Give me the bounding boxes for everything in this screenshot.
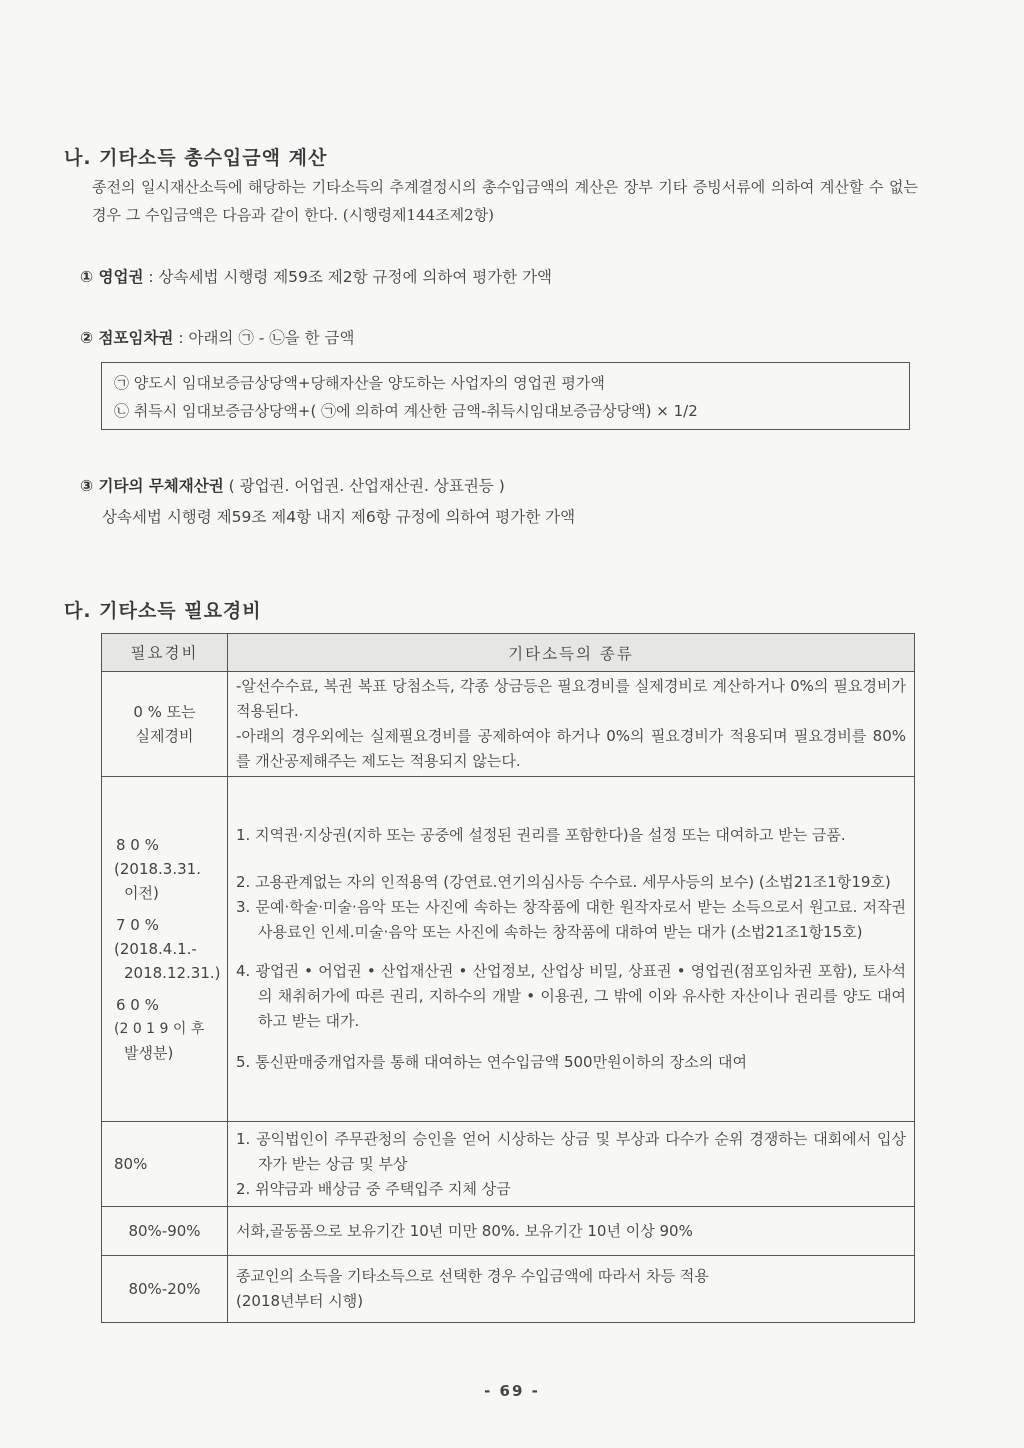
income-text: -아래의 경우외에는 실제필요경비를 공제하여야 하거나 0%의 필요경비가 적용되며 필요경비를 80%를 개산공제해주는 제도는 적용되지 않는다. bbox=[236, 727, 906, 770]
expense-table bbox=[101, 633, 915, 1323]
income-item: 2. 위약금과 배상금 중 주택입주 지체 상금 bbox=[236, 1179, 511, 1198]
item-goodwill-label: ① 영업권 bbox=[80, 268, 144, 286]
period-text: 2018.12.31.) bbox=[124, 964, 221, 982]
period-text: 이전) bbox=[124, 884, 159, 902]
rate-text: 7 0 % bbox=[116, 916, 159, 934]
section-title-da: 다. 기타소득 필요경비 bbox=[64, 600, 262, 622]
period-text: 발생분) bbox=[124, 1044, 174, 1062]
page-number: - 69 - bbox=[484, 1382, 540, 1400]
rate-text: 8 0 % bbox=[116, 836, 159, 854]
income-type-cell bbox=[228, 672, 915, 777]
item-intangible-sub: 상속세법 시행령 제59조 제4항 내지 제6항 규정에 의하여 평가한 가액 bbox=[102, 508, 576, 526]
table-row bbox=[102, 672, 915, 777]
table-header-row bbox=[102, 634, 915, 672]
table-row bbox=[102, 777, 915, 1122]
item-store-lease-label: ② 점포임차권 bbox=[80, 329, 174, 347]
table-row bbox=[102, 1207, 915, 1256]
income-type-cell: 서화,골동품으로 보유기간 10년 미만 80%. 보유기간 10년 이상 90% bbox=[228, 1207, 915, 1256]
rate-cell bbox=[102, 672, 228, 777]
income-type-cell bbox=[228, 1256, 915, 1323]
section-title-na: 나. 기타소득 총수입금액 계산 bbox=[64, 147, 328, 169]
item-store-lease-text: : 아래의 ㉠ - ㉡을 한 금액 bbox=[173, 329, 355, 347]
table-row bbox=[102, 1256, 915, 1323]
item-goodwill bbox=[80, 265, 552, 287]
income-type-cell bbox=[228, 777, 915, 1122]
income-text: -알선수수료, 복권 복표 당첨소득, 각종 상금등은 필요경비를 실제경비로 계산하거나 0%의 필요경비가 적용된다. bbox=[236, 677, 906, 720]
rate-cell: 80%-20% bbox=[102, 1256, 228, 1323]
item-intangible bbox=[80, 474, 505, 496]
rate-cell: 80% bbox=[102, 1122, 228, 1207]
rate-text: 0 % 또는 bbox=[133, 703, 196, 721]
table-row bbox=[102, 1122, 915, 1207]
item-goodwill-text: : 상속세법 시행령 제59조 제2항 규정에 의하여 평가한 가액 bbox=[143, 268, 553, 286]
rate-cell bbox=[102, 777, 228, 1122]
period-text: (2018.4.1.- bbox=[114, 940, 197, 958]
item-intangible-label: ③ 기타의 무체재산권 bbox=[80, 477, 224, 495]
formula-line-1: ㉠ 양도시 임대보증금상당액+당해자산을 양도하는 사업자의 영업권 평가액 bbox=[114, 374, 605, 392]
rate-text: 6 0 % bbox=[116, 996, 159, 1014]
header-expense: 필요경비 bbox=[102, 634, 228, 672]
rate-cell: 80%-90% bbox=[102, 1207, 228, 1256]
intro-paragraph: 종전의 일시재산소득에 해당하는 기타소득의 추계결정시의 총수입금액의 계산은 장부 기타 증빙서류에 의하여 계산할 수 없는 경우 그 수입금액은 다음과 같이 한다. (시행령제144조제2항) bbox=[92, 178, 918, 224]
income-item: 4. 광업권 • 어업권 • 산업재산권 • 산업정보, 산업상 비밀, 상표권 • 영업권(점포임차권 포함), 토사석의 채취허가에 따른 권리, 지하수의 개발 • 이용권, 그 밖에 이와 유사한 자산이나 권리를 양도 대여하고 받는 대가. bbox=[236, 962, 906, 1030]
item-store-lease bbox=[80, 326, 355, 348]
income-item: 1. 지역권·지상권(지하 또는 공중에 설정된 권리를 포함한다)을 설정 또는 대여하고 받는 금품. bbox=[236, 826, 846, 844]
formula-line-2: ㉡ 취득시 임대보증금상당액+( ㉠에 의하여 계산한 금액-취득시임대보증금상당액) × 1/2 bbox=[114, 402, 698, 420]
formula-box bbox=[101, 362, 910, 430]
period-text: (2018.3.31. bbox=[114, 860, 201, 878]
income-type-cell bbox=[228, 1122, 915, 1207]
income-text: 종교인의 소득을 기타소득으로 선택한 경우 수입금액에 따라서 차등 적용 bbox=[236, 1267, 709, 1285]
income-item: 2. 고용관계없는 자의 인적용역 (강연료.연기의심사등 수수료. 세무사등의 보수) (소법21조1항19호) bbox=[236, 873, 891, 891]
item-intangible-text: ( 광업권. 어업권. 산업재산권. 상표권등 ) bbox=[223, 477, 505, 495]
header-income-type: 기타소득의 종류 bbox=[228, 634, 915, 672]
period-text: (2 0 1 9 이 후 bbox=[114, 1021, 205, 1037]
rate-text: 실제경비 bbox=[135, 727, 194, 745]
income-item: 3. 문예·학술·미술·음악 또는 사진에 속하는 창작품에 대한 원작자로서 받는 소득으로서 원고료. 저작권사용료인 인세.미술·음악 또는 사진에 속하는 창작품에 대하여 받는 대가 (소법21조1항15호) bbox=[236, 898, 906, 941]
income-item: 1. 공익법인이 주무관청의 승인을 얻어 시상하는 상금 및 부상과 다수가 순위 경쟁하는 대회에서 입상자가 받는 상금 및 부상 bbox=[236, 1129, 906, 1173]
income-item: 5. 통신판매중개업자를 통해 대여하는 연수입금액 500만원이하의 장소의 대여 bbox=[236, 1053, 748, 1071]
income-text: (2018년부터 시행) bbox=[236, 1292, 364, 1310]
